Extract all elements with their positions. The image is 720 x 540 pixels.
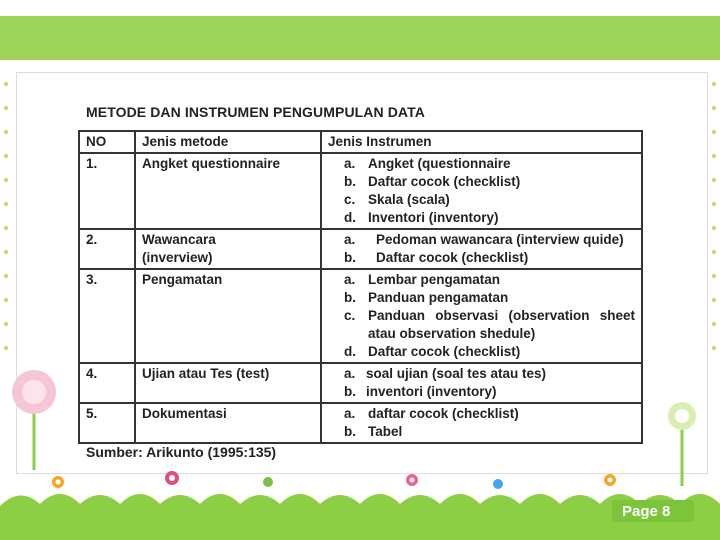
table-row [79, 269, 642, 363]
row-instruments [321, 229, 642, 269]
row-instruments [321, 153, 642, 229]
table-row [79, 363, 642, 403]
header-no: NO [79, 131, 135, 153]
table-row [79, 153, 642, 229]
instrument-item: d. Daftar cocok (checklist) [344, 344, 521, 359]
top-banner [0, 0, 720, 62]
page-number: Page 8 [622, 503, 671, 520]
flower-right-icon [662, 396, 702, 486]
row-no: 1. [79, 153, 135, 229]
row-method: Pengamatan [135, 269, 321, 363]
slide-title: METODE DAN INSTRUMEN PENGUMPULAN DATA [86, 104, 425, 120]
header-instrument: Jenis Instrumen [321, 131, 642, 153]
instrument-item: b. Daftar cocok (checklist) [344, 174, 521, 189]
source-citation: Sumber: Arikunto (1995:135) [86, 444, 277, 460]
row-no: 4. [79, 363, 135, 403]
table-row [79, 403, 642, 443]
green-stripe [0, 16, 720, 60]
row-instruments [321, 403, 642, 443]
table-row [79, 229, 642, 269]
row-instruments [321, 269, 642, 363]
flower-left-icon [4, 360, 64, 470]
instrument-item: b. Tabel [344, 424, 403, 439]
instrument-item: b. Daftar cocok (checklist) [344, 250, 529, 265]
row-no: 5. [79, 403, 135, 443]
instrument-item: b. inventori (inventory) [344, 384, 497, 399]
instrument-item: a. soal ujian (soal tes atau tes) [344, 366, 547, 381]
instrument-item: a. Pedoman wawancara (interview quide) [344, 232, 624, 247]
row-method: Ujian atau Tes (test) [135, 363, 321, 403]
instrument-item: c. Panduan observasi (observation sheet atau observation shedule) [344, 308, 635, 341]
methods-table [78, 130, 643, 444]
row-method: Wawancara (inverview) [135, 229, 321, 269]
grass-flowers-decoration [0, 470, 720, 540]
row-no: 2. [79, 229, 135, 269]
instrument-item: b. Panduan pengamatan [344, 290, 509, 305]
instrument-item: c. Skala (scala) [344, 192, 450, 207]
instrument-item: a. Angket (questionnaire [344, 156, 511, 171]
instrument-item: a. daftar cocok (checklist) [344, 406, 519, 421]
instrument-item: d. Inventori (inventory) [344, 210, 499, 225]
row-method: Angket questionnaire [135, 153, 321, 229]
instrument-item: a. Lembar pengamatan [344, 272, 501, 287]
header-method: Jenis metode [135, 131, 321, 153]
row-instruments [321, 363, 642, 403]
table-header-row [79, 131, 642, 153]
row-no: 3. [79, 269, 135, 363]
row-method: Dokumentasi [135, 403, 321, 443]
